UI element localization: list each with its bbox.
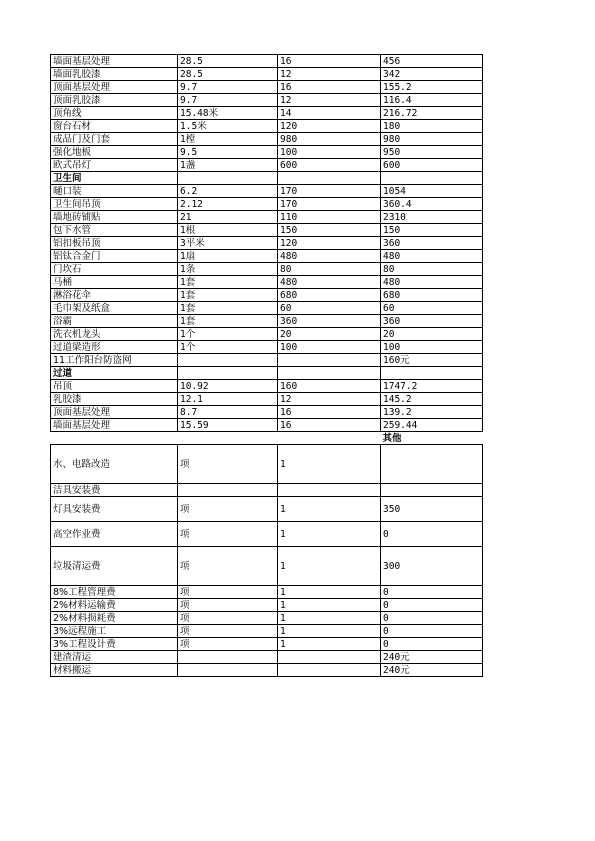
quantity-cell: 1盏 [178,159,278,172]
table-row [51,328,483,341]
table-row [51,302,483,315]
item-name-cell: 吊顶 [51,380,178,393]
table-row [51,94,483,107]
item-name-cell: 过道梁造形 [51,341,178,354]
amount-cell: 0 [381,638,483,651]
item-name-cell: 建渣清运 [51,651,178,664]
quantity-cell: 8.7 [178,406,278,419]
item-name-cell: 包下水管 [51,224,178,237]
amount-cell: 480 [381,276,483,289]
quantity-cell: 1套 [178,276,278,289]
quantity-cell [178,172,278,185]
amount-cell: 680 [381,289,483,302]
quantity-cell: 项 [178,625,278,638]
unit-price-cell: 110 [278,211,381,224]
item-name-cell: 卫生间 [51,172,178,185]
item-name-cell: 顶面基层处理 [51,81,178,94]
table-row [51,547,483,586]
unit-price-cell [278,651,381,664]
amount-cell: 80 [381,263,483,276]
amount-cell: 350 [381,497,483,522]
item-name-cell: 2%材料运输费 [51,599,178,612]
unit-price-cell: 1 [278,522,381,547]
amount-cell: 20 [381,328,483,341]
amount-cell: 160元 [381,354,483,367]
amount-cell: 600 [381,159,483,172]
item-name-cell: 浴霸 [51,315,178,328]
unit-price-cell: 980 [278,133,381,146]
item-name-cell: 2%材料损耗费 [51,612,178,625]
item-name-cell: 高空作业费 [51,522,178,547]
table-row [51,354,483,367]
quantity-cell: 1套 [178,289,278,302]
unit-price-cell: 1 [278,612,381,625]
amount-cell: 240元 [381,664,483,677]
quantity-cell: 1个 [178,341,278,354]
item-name-cell: 毛巾架及纸盒 [51,302,178,315]
item-name-cell: 灯具安装费 [51,497,178,522]
amount-cell: 0 [381,522,483,547]
quantity-cell: 15.48米 [178,107,278,120]
item-name-cell: 顶角线 [51,107,178,120]
quantity-cell: 28.5 [178,55,278,68]
item-name-cell: 强化地板 [51,146,178,159]
table-row [51,315,483,328]
item-name-cell: 马桶 [51,276,178,289]
unit-price-cell: 1 [278,547,381,586]
quantity-cell: 项 [178,638,278,651]
unit-price-cell: 1 [278,638,381,651]
unit-price-cell: 16 [278,406,381,419]
empty-cell [278,432,381,445]
item-name-cell: 嗵口装 [51,185,178,198]
amount-cell: 155.2 [381,81,483,94]
unit-price-cell: 1 [278,599,381,612]
table-row [51,133,483,146]
table-row [51,107,483,120]
unit-price-cell: 12 [278,68,381,81]
unit-price-cell: 14 [278,107,381,120]
table-row [51,120,483,133]
table-row [51,497,483,522]
amount-cell: 1747.2 [381,380,483,393]
table-row [51,586,483,599]
amount-cell: 456 [381,55,483,68]
quantity-cell: 项 [178,612,278,625]
quantity-cell: 1.5米 [178,120,278,133]
amount-cell [381,445,483,484]
item-name-cell: 洗衣机龙头 [51,328,178,341]
quantity-cell: 1套 [178,315,278,328]
amount-cell: 216.72 [381,107,483,120]
amount-cell: 480 [381,250,483,263]
table-row [51,81,483,94]
quantity-cell: 1根 [178,224,278,237]
quantity-cell: 2.12 [178,198,278,211]
amount-cell: 180 [381,120,483,133]
item-name-cell: 水、电路改造 [51,445,178,484]
amount-cell: 259.44 [381,419,483,432]
amount-cell [381,484,483,497]
table-row [51,211,483,224]
quantity-cell [178,651,278,664]
item-name-cell: 11工作阳台防盗网 [51,354,178,367]
unit-price-cell: 160 [278,380,381,393]
quantity-cell: 3平米 [178,237,278,250]
empty-cell [178,432,278,445]
quantity-cell: 1条 [178,263,278,276]
amount-cell: 2310 [381,211,483,224]
quantity-cell [178,354,278,367]
table-row [51,664,483,677]
quantity-cell: 9.5 [178,146,278,159]
item-name-cell: 材料搬运 [51,664,178,677]
amount-cell: 0 [381,625,483,638]
amount-cell: 240元 [381,651,483,664]
table-row [51,224,483,237]
item-name-cell: 淋浴花伞 [51,289,178,302]
unit-price-cell: 80 [278,263,381,276]
amount-cell: 100 [381,341,483,354]
amount-cell: 360.4 [381,198,483,211]
table-row [51,651,483,664]
amount-cell: 0 [381,599,483,612]
item-name-cell: 卫生间吊顶 [51,198,178,211]
table-row [51,522,483,547]
unit-price-cell: 170 [278,198,381,211]
item-name-cell: 顶面乳胶漆 [51,94,178,107]
unit-price-cell [278,484,381,497]
quantity-cell [178,367,278,380]
quantity-cell: 1樘 [178,133,278,146]
unit-price-cell: 20 [278,328,381,341]
amount-cell: 342 [381,68,483,81]
table-row [51,380,483,393]
table-row [51,263,483,276]
amount-cell: 1054 [381,185,483,198]
item-name-cell: 铝扣板吊顶 [51,237,178,250]
amount-cell: 0 [381,612,483,625]
unit-price-cell: 120 [278,120,381,133]
table-row [51,146,483,159]
quantity-cell: 15.59 [178,419,278,432]
table-row [51,419,483,432]
unit-price-cell: 1 [278,625,381,638]
item-name-cell: 3%远程施工 [51,625,178,638]
unit-price-cell: 100 [278,341,381,354]
unit-price-cell: 1 [278,586,381,599]
amount-cell: 980 [381,133,483,146]
unit-price-cell: 16 [278,419,381,432]
unit-price-cell: 12 [278,393,381,406]
table-row [51,638,483,651]
item-name-cell: 过道 [51,367,178,380]
section-row [51,172,483,185]
table-row [51,185,483,198]
table-row [51,599,483,612]
other-header-row [51,432,483,445]
amount-cell [381,172,483,185]
quantity-cell: 9.7 [178,81,278,94]
table-row [51,198,483,211]
quantity-cell: 12.1 [178,393,278,406]
table-row [51,406,483,419]
table-row [51,289,483,302]
item-name-cell: 洁具安装费 [51,484,178,497]
unit-price-cell: 16 [278,81,381,94]
table-row [51,341,483,354]
quantity-cell [178,484,278,497]
unit-price-cell: 1 [278,445,381,484]
item-name-cell: 8%工程管理费 [51,586,178,599]
table-row [51,393,483,406]
amount-cell: 360 [381,237,483,250]
unit-price-cell: 1 [278,497,381,522]
table-row [51,159,483,172]
unit-price-cell: 600 [278,159,381,172]
table-row [51,250,483,263]
item-name-cell: 墙面乳胶漆 [51,68,178,81]
quantity-cell: 1套 [178,302,278,315]
amount-cell: 360 [381,315,483,328]
item-name-cell: 成品门及门套 [51,133,178,146]
amount-cell: 950 [381,146,483,159]
quantity-cell: 9.7 [178,94,278,107]
unit-price-cell [278,664,381,677]
unit-price-cell: 480 [278,250,381,263]
section-title: 其他 [381,432,483,445]
item-name-cell: 墙面基层处理 [51,55,178,68]
unit-price-cell: 480 [278,276,381,289]
unit-price-cell [278,367,381,380]
quantity-cell: 1扇 [178,250,278,263]
quantity-cell: 项 [178,599,278,612]
unit-price-cell [278,172,381,185]
amount-cell: 0 [381,586,483,599]
amount-cell: 116.4 [381,94,483,107]
quantity-cell: 项 [178,497,278,522]
empty-cell [51,432,178,445]
unit-price-cell: 16 [278,55,381,68]
item-name-cell: 墙地砖铺贴 [51,211,178,224]
table-row [51,625,483,638]
unit-price-cell: 120 [278,237,381,250]
table-row [51,68,483,81]
quote-table-body [51,55,483,677]
unit-price-cell: 60 [278,302,381,315]
item-name-cell: 门坎石 [51,263,178,276]
quantity-cell: 21 [178,211,278,224]
table-row [51,445,483,484]
table-row [51,55,483,68]
quantity-cell: 6.2 [178,185,278,198]
quantity-cell: 项 [178,586,278,599]
amount-cell: 150 [381,224,483,237]
amount-cell: 300 [381,547,483,586]
unit-price-cell [278,354,381,367]
quantity-cell: 项 [178,522,278,547]
unit-price-cell: 150 [278,224,381,237]
item-name-cell: 欧式吊灯 [51,159,178,172]
amount-cell: 139.2 [381,406,483,419]
item-name-cell: 铝钛合金门 [51,250,178,263]
item-name-cell: 墙面基层处理 [51,419,178,432]
unit-price-cell: 170 [278,185,381,198]
unit-price-cell: 680 [278,289,381,302]
table-row [51,276,483,289]
quantity-cell: 1个 [178,328,278,341]
item-name-cell: 垃圾清运费 [51,547,178,586]
section-row [51,367,483,380]
amount-cell [381,367,483,380]
item-name-cell: 顶面基层处理 [51,406,178,419]
table-row [51,484,483,497]
item-name-cell: 3%工程设计费 [51,638,178,651]
quote-table [50,54,483,677]
quantity-cell [178,664,278,677]
quantity-cell: 项 [178,547,278,586]
quantity-cell: 10.92 [178,380,278,393]
unit-price-cell: 12 [278,94,381,107]
table-row [51,612,483,625]
item-name-cell: 乳胶漆 [51,393,178,406]
unit-price-cell: 100 [278,146,381,159]
unit-price-cell: 360 [278,315,381,328]
quantity-cell: 项 [178,445,278,484]
amount-cell: 145.2 [381,393,483,406]
amount-cell: 60 [381,302,483,315]
quantity-cell: 28.5 [178,68,278,81]
table-row [51,237,483,250]
item-name-cell: 窗台石材 [51,120,178,133]
